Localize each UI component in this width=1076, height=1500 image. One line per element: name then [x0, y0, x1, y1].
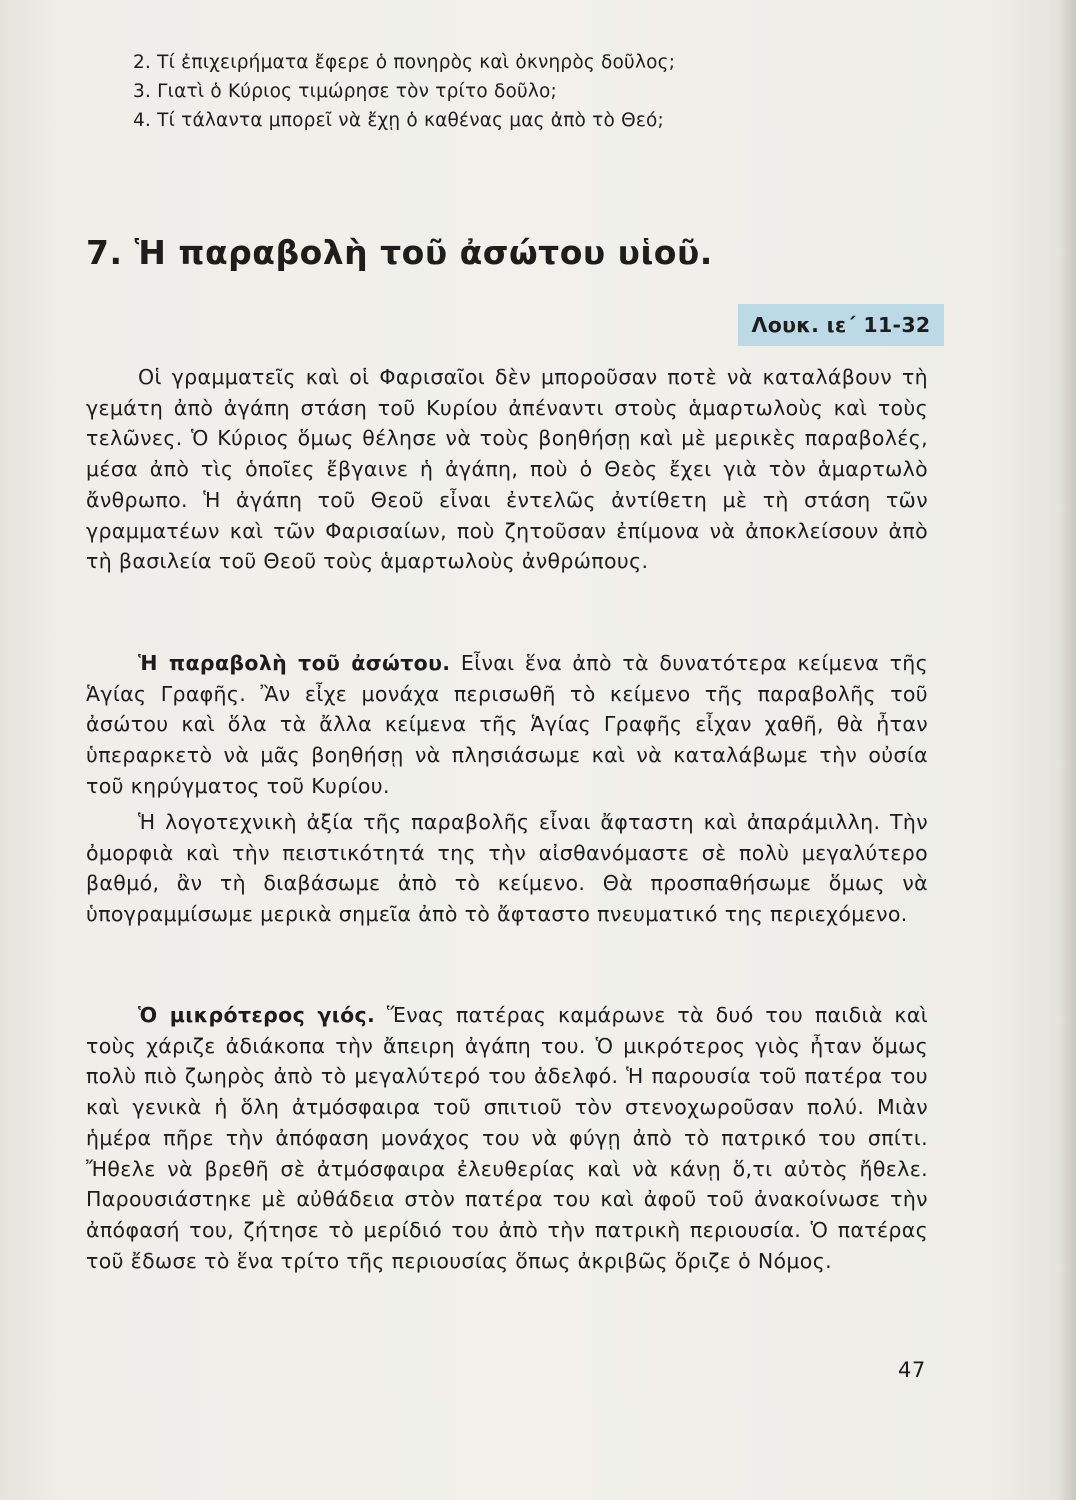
question-item: 3. Γιατὶ ὁ Κύριος τιμώρησε τὸν τρίτο δοῦλο; — [133, 81, 557, 102]
intro-paragraph: Οἱ γραμματεῖς καὶ οἱ Φαρισαῖοι δὲν μποροῦσαν ποτὲ νὰ καταλάβουν τὴ γεμάτη ἀπὸ ἀγάπη στάση τοῦ Κυρίου ἀπέναντι στοὺς ἁμαρτωλοὺς καὶ τοὺς τελῶνες. Ὁ Κύριος ὅμως θέλησε νὰ τοὺς βοηθήσῃ καὶ μὲ μερικὲς παραβολές, μέσα ἀπὸ τὶς ὁποῖες ἔβγαινε ἡ ἀγάπη, ποὺ ὁ Θεὸς ἔχει γιὰ τὸν ἁμαρτωλὸ ἄνθρωπο. Ἡ ἀγάπη τοῦ Θεοῦ εἶναι ἐντελῶς ἀντίθετη μὲ τὴ στάση τῶν γραμματέων καὶ τῶν Φαρισαίων, ποὺ ζητοῦσαν ἐπίμονα νὰ ἀποκλείσουν ἀπὸ τὴ βασιλεία τοῦ Θεοῦ τοὺς ἁμαρτωλοὺς ἀνθρώπους. — [86, 365, 928, 574]
literary-value-paragraph: Ἡ λογοτεχνικὴ ἀξία τῆς παραβολῆς εἶναι ἄφταστη καὶ ἀπαράμιλλη. Τὴν ὀμορφιὰ καὶ τὴν πειστικότητά της τὴν αἰσθανόμαστε σὲ πολὺ μεγαλύτερο βαθμό, ἂν τὴ διαβάσωμε ἀπὸ τὸ κείμενο. Θὰ προσπαθήσωμε ὅμως νὰ ὑπογραμμίσωμε μερικὰ σημεῖα ἀπὸ τὸ ἄφταστο πνευματικό της περιεχόμενο. — [86, 810, 928, 927]
question-item: 2. Τί ἐπιχειρήματα ἔφερε ὁ πονηρὸς καὶ ὀκνηρὸς δοῦλος; — [133, 52, 676, 73]
parable-section-paragraph — [86, 648, 928, 802]
younger-son-paragraph — [86, 1000, 928, 1276]
chapter-title — [86, 233, 713, 272]
chapter-number: 7. — [86, 233, 123, 272]
page-binding-shadow — [1058, 0, 1076, 1500]
parable-section-text: Εἶναι ἕνα ἀπὸ τὰ δυνατότερα κείμενα τῆς Ἁγίας Γραφῆς. Ἂν εἶχε μονάχα περισωθῆ τὸ κείμενο τῆς παραβολῆς τοῦ ἀσώτου καὶ ὅλα τὰ ἄλλα κείμενα τῆς Ἁγίας Γραφῆς εἶχαν χαθῆ, θὰ ἦταν ὑπεραρκετὸ νὰ μᾶς βοηθήσῃ νὰ πλησιάσωμε καὶ νὰ καταλάβωμε τὴν οὐσία τοῦ κηρύγματος τοῦ Κυρίου. — [86, 651, 928, 798]
chapter-title-text: Ἡ παραβολὴ τοῦ ἀσώτου υἱοῦ. — [134, 233, 713, 272]
scripture-reference-badge: Λουκ. ιε΄ 11-32 — [738, 304, 944, 346]
parable-section-heading: Ἡ παραβολὴ τοῦ ἀσώτου. — [138, 651, 451, 675]
younger-son-heading: Ὁ μικρότερος γιός. — [138, 1003, 376, 1027]
younger-son-text: Ἕνας πατέρας καμάρωνε τὰ δυό του παιδιὰ καὶ τοὺς χάριζε ἀδιάκοπα τὴν ἄπειρη ἀγάπη του. Ὁ μικρότερος γιὸς ἦταν ὅμως πολὺ πιὸ ζωηρὸς ἀπὸ τὸ μεγαλύτερό του ἀδελφό. Ἡ παρουσία τοῦ πατέρα του καὶ γενικὰ ἡ ὅλη ἀτμόσφαιρα τοῦ σπιτιοῦ τὸν στενοχωροῦσαν πολύ. Μιὰν ἡμέρα πῆρε τὴν ἀπόφαση μονάχος του νὰ φύγῃ ἀπὸ τὸ πατρικό του σπίτι. Ἤθελε νὰ βρεθῆ σὲ ἀτμόσφαιρα ἐλευθερίας καὶ νὰ κάνῃ ὅ,τι αὐτὸς ἤθελε. Παρουσιάστηκε μὲ αὐθάδεια στὸν πατέρα του καὶ ἀφοῦ τοῦ ἀνακοίνωσε τὴν ἀπόφασή του, ζήτησε τὸ μερίδιό του ἀπὸ τὴν πατρικὴ περιουσία. Ὁ πατέρας τοῦ ἔδωσε τὸ ἕνα τρίτο τῆς περιουσίας ὅπως ἀκριβῶς ὅριζε ὁ Νόμος. — [86, 1003, 928, 1273]
review-questions-list — [133, 48, 675, 135]
page-number: 47 — [898, 1358, 926, 1382]
question-item: 4. Τί τάλαντα μπορεῖ νὰ ἔχῃ ὁ καθένας μας ἀπὸ τὸ Θεό; — [133, 110, 664, 131]
